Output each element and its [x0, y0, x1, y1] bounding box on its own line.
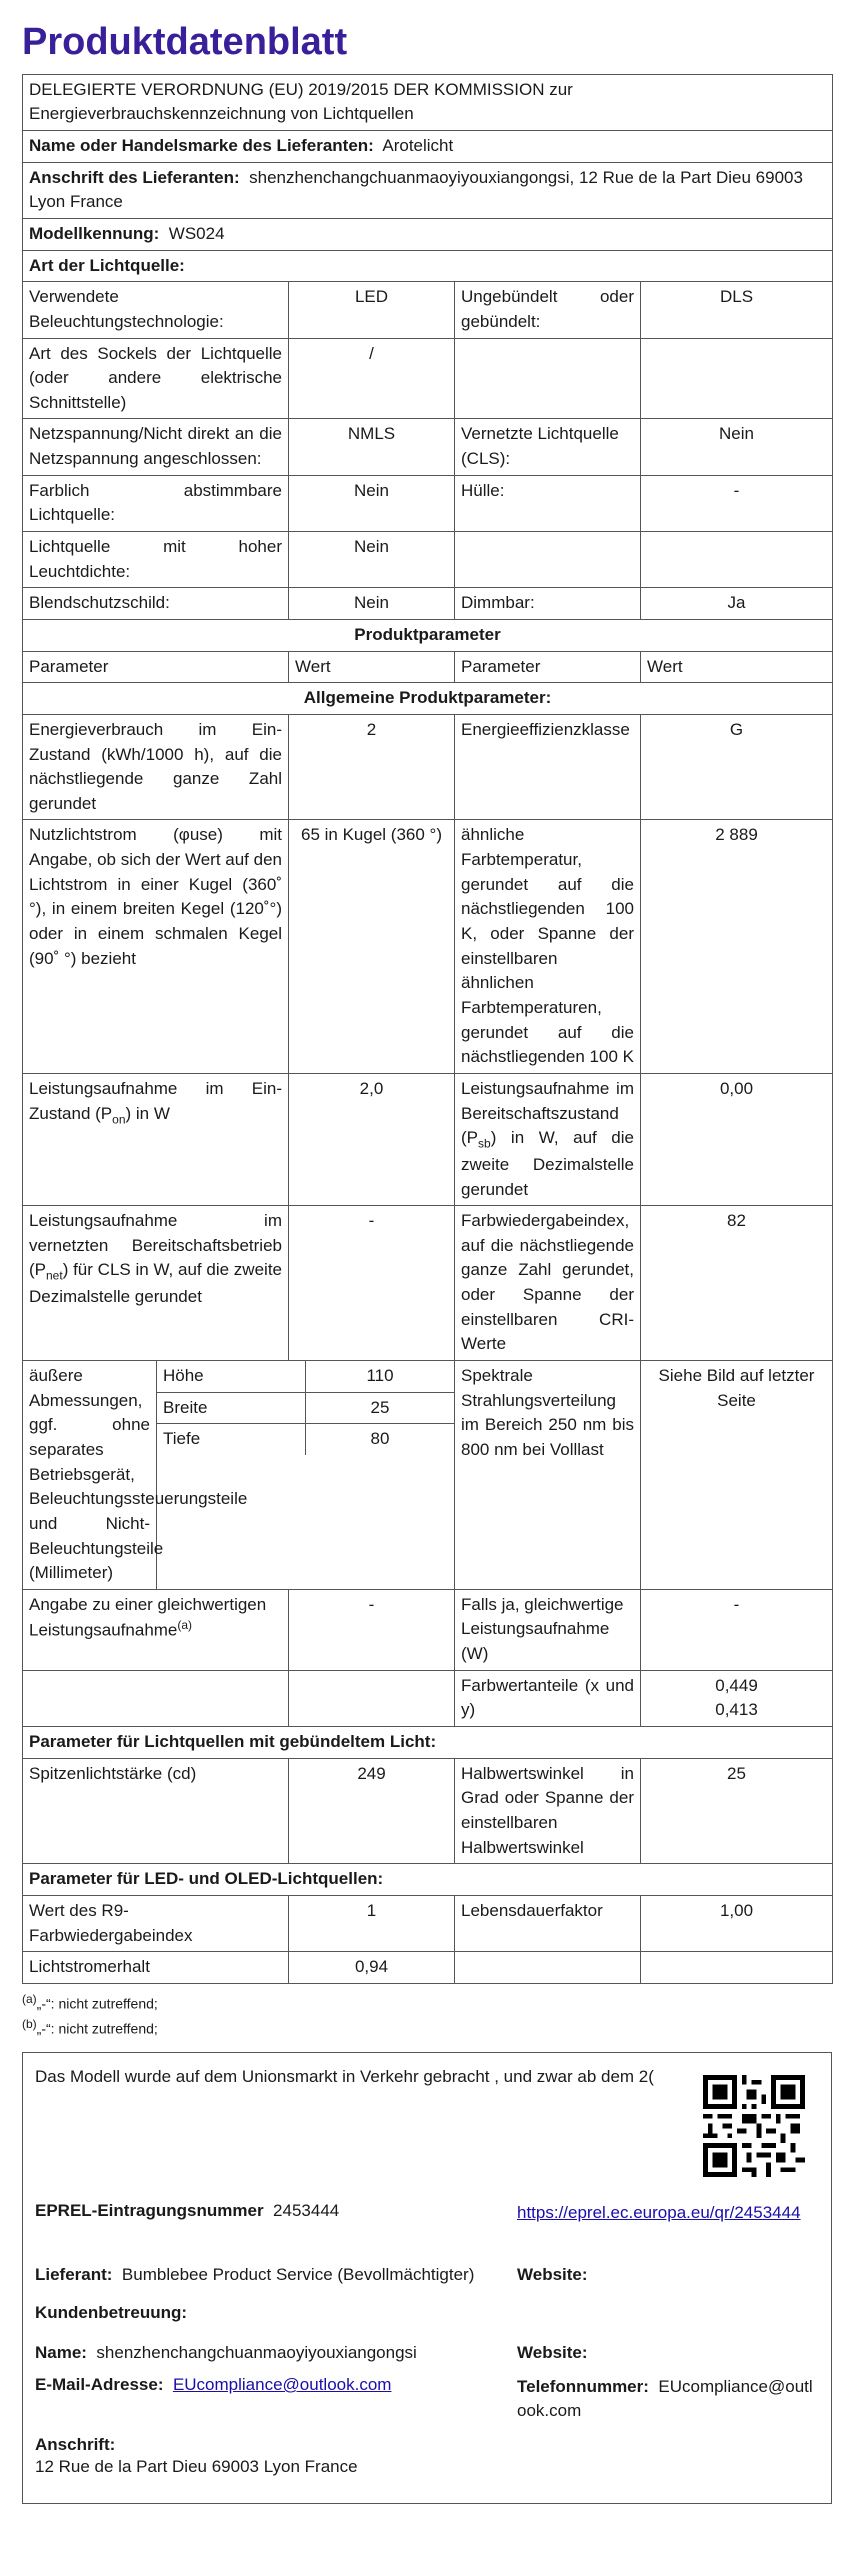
network-row	[23, 1206, 833, 1361]
type-label-2	[455, 338, 641, 419]
regulation-row	[23, 74, 833, 130]
lieferant-line	[35, 2265, 474, 2285]
footnote: $^{(b)}$„-“: nicht zutreffend;	[22, 2016, 158, 2037]
eprel-registration	[35, 2201, 339, 2221]
regulation-text: DELEGIERTE VERORDNUNG (EU) 2019/2015 DER KOMMISSION zur Energieverbrauchskennzeichnung von Lichtquellen	[23, 74, 833, 130]
col-header-value-2: Wert	[641, 651, 833, 683]
dimensions-table	[157, 1361, 454, 1455]
dimension-row	[157, 1361, 454, 1392]
lifetime-label: Lebensdauerfaktor	[455, 1895, 641, 1951]
spd-value: Siehe Bild auf letzter Seite	[641, 1361, 833, 1590]
maintenance-label: Lichtstromerhalt	[23, 1952, 289, 1984]
cct-value: 2 889	[641, 820, 833, 1073]
light-type-header-row	[23, 250, 833, 282]
email-link[interactable]: EUcompliance@outlook.com	[172, 2374, 392, 2394]
general-header: Allgemeine Produktparameter:	[23, 683, 833, 715]
eprel-registration-value: 2453444	[273, 2200, 340, 2220]
beam-angle-label: Halbwertswinkel in Grad oder Spanne der einstellbaren Halbwertswinkel	[455, 1758, 641, 1864]
type-label-2: Dimmbar:	[455, 588, 641, 620]
efficiency-class-value: G	[641, 714, 833, 820]
dimension-row	[157, 1392, 454, 1424]
energy-row	[23, 714, 833, 820]
product-params-header: Produktparameter	[23, 619, 833, 651]
type-value-2: -	[641, 475, 833, 531]
supplier-row	[23, 131, 833, 163]
equivalent-value: -	[289, 1589, 455, 1670]
type-label: Verwendete Beleuchtungstechnologie:	[23, 282, 289, 338]
product-params-header-row	[23, 619, 833, 651]
peak-label: Spitzenlichtstärke (cd)	[23, 1758, 289, 1864]
equivalent-row	[23, 1589, 833, 1670]
eprel-registration-label: EPREL-Eintragungsnummer	[35, 2200, 264, 2220]
dimensions-cell	[157, 1361, 455, 1590]
cri-label: Farbwiedergabeindex, auf die nächstliegende ganze Zahl gerundet, oder Spanne der einstellbaren CRI-Werte	[455, 1206, 641, 1361]
energy-label: Energieverbrauch im Ein-Zustand (kWh/1000 h), auf die nächstliegende ganze Zahl gerundet	[23, 714, 289, 820]
psb-sub: sb	[478, 1136, 491, 1151]
type-value-2	[641, 532, 833, 588]
chromaticity-y: 0,413	[715, 1700, 758, 1720]
r9-value: 1	[289, 1895, 455, 1951]
type-label-2	[455, 532, 641, 588]
website-label-2: Website:	[517, 2342, 588, 2362]
column-header-row	[23, 651, 833, 683]
directional-header: Parameter für Lichtquellen mit gebündeltem Licht:	[23, 1727, 833, 1759]
pon-label-text: Leistungsaufnahme im Ein-Zustand (P	[29, 1078, 282, 1123]
led-header-row	[23, 1864, 833, 1896]
flux-value: 65 in Kugel (360 °)	[289, 820, 455, 1073]
qr-code[interactable]	[703, 2075, 805, 2177]
anschrift-label: Anschrift:	[35, 2434, 116, 2454]
type-label: Farblich abstimmbare Lichtquelle:	[23, 475, 289, 531]
col-header-value: Wert	[289, 651, 455, 683]
pnet-label-text: Leistungsaufnahme im vernetzten Bereitschaftsbetrieb (P	[29, 1211, 282, 1280]
type-label: Art des Sockels der Lichtquelle (oder andere elektrische Schnittstelle)	[23, 338, 289, 419]
equivalent-sup: (a)	[177, 1618, 193, 1633]
psb-label	[455, 1073, 641, 1205]
dimension-value: 25	[306, 1392, 455, 1424]
type-row	[23, 532, 833, 588]
ifyes-label: Falls ja, gleichwertige Leistungsaufnahme (W)	[455, 1589, 641, 1670]
type-label: Lichtquelle mit hoher Leuchtdichte:	[23, 532, 289, 588]
pon-label-unit: ) in W	[125, 1103, 170, 1123]
dimension-name: Breite	[157, 1392, 306, 1424]
energy-value: 2	[289, 714, 455, 820]
type-value: /	[289, 338, 455, 419]
model-row	[23, 219, 833, 251]
pnet-value: -	[289, 1206, 455, 1361]
dimensions-row	[23, 1361, 833, 1590]
eprel-link[interactable]: https://eprel.ec.europa.eu/qr/2453444	[517, 2202, 801, 2222]
lieferant-value: Bumblebee Product Service (Bevollmächtigter)	[121, 2264, 475, 2284]
type-value: LED	[289, 282, 455, 338]
ifyes-value: -	[641, 1589, 833, 1670]
type-value: Nein	[289, 588, 455, 620]
phone-line	[517, 2375, 817, 2423]
chromaticity-row	[23, 1670, 833, 1726]
r9-label: Wert des R9-Farbwiedergabeindex	[23, 1895, 289, 1951]
type-value: Nein	[289, 532, 455, 588]
supplier-value: Arotelicht	[382, 136, 454, 156]
pon-label	[23, 1073, 289, 1205]
type-label: Netzspannung/Nicht direkt an die Netzspannung angeschlossen:	[23, 419, 289, 475]
dimension-name: Tiefe	[157, 1424, 306, 1455]
chromaticity-value	[641, 1670, 833, 1726]
model-value: WS024	[168, 224, 225, 243]
website-label: Website:	[517, 2264, 588, 2284]
beam-angle-value: 25	[641, 1758, 833, 1864]
chromaticity-label: Farbwertanteile (x und y)	[455, 1670, 641, 1726]
flux-row	[23, 820, 833, 1073]
dimension-value: 110	[306, 1361, 455, 1392]
peak-row	[23, 1758, 833, 1864]
type-value: Nein	[289, 475, 455, 531]
psb-label-unit: ) in W, auf die zweite Dezimalstelle gerundet	[461, 1128, 634, 1199]
chromaticity-x: 0,449	[715, 1675, 758, 1695]
r9-row	[23, 1895, 833, 1951]
email-line	[35, 2375, 391, 2395]
type-row	[23, 282, 833, 338]
general-header-row	[23, 683, 833, 715]
lifetime-value: 1,00	[641, 1895, 833, 1951]
type-row	[23, 475, 833, 531]
pnet-label-unit: ) für CLS in W, auf die zweite Dezimalstelle gerundet	[29, 1260, 282, 1307]
address-label: Anschrift des Lieferanten:	[29, 167, 240, 187]
dimension-name: Höhe	[157, 1361, 306, 1392]
email-label: E-Mail-Adresse:	[35, 2374, 164, 2394]
type-value-2	[641, 338, 833, 419]
pon-value: 2,0	[289, 1073, 455, 1205]
light-type-header: Art der Lichtquelle:	[23, 250, 833, 282]
col-header-param: Parameter	[23, 651, 289, 683]
type-row	[23, 588, 833, 620]
phone-value: EUcompliance@outlook.com	[517, 2376, 813, 2420]
pon-sub: on	[112, 1111, 126, 1126]
flux-label: Nutzlichtstrom (φuse) mit Angabe, ob sich der Wert auf den Lichtstrom in einer Kugel (360˚ °), in einem breiten Kegel (120˚°) oder in einem schmalen Kegel (90˚ °) bezieht	[23, 820, 289, 1073]
name-label: Name:	[35, 2342, 87, 2362]
equivalent-label	[23, 1589, 289, 1670]
dimension-value: 80	[370, 1429, 390, 1449]
cri-value: 82	[641, 1206, 833, 1361]
type-value-2: Nein	[641, 419, 833, 475]
customer-service-label: Kundenbetreuung:	[35, 2302, 188, 2322]
model-label: Modellkennung:	[29, 224, 160, 243]
equivalent-label-text: Angabe zu einer gleichwertigen Leistungsaufnahme	[29, 1594, 267, 1641]
type-value: NMLS	[289, 419, 455, 475]
dimensions-label: äußere Abmessungen, ggf. ohne separates Betriebsgerät, Beleuchtungssteuerungsteile und Nicht-Beleuchtungsteile (Millimeter)	[23, 1361, 157, 1590]
power-row	[23, 1073, 833, 1205]
cct-label: ähnliche Farbtemperatur, gerundet auf die nächstliegenden 100 K, oder Spanne der einstellbaren ähnlichen Farbtemperaturen, gerundet auf die nächstliegenden 100 K	[455, 820, 641, 1073]
market-text: Das Modell wurde auf dem Unionsmarkt in Verkehr gebracht , und zwar ab dem 2(	[35, 2066, 654, 2086]
type-label-2: Hülle:	[455, 475, 641, 531]
datasheet-table	[22, 74, 833, 1984]
pnet-label	[23, 1206, 289, 1361]
type-label: Blendschutzschild:	[23, 588, 289, 620]
type-row	[23, 419, 833, 475]
lieferant-label: Lieferant:	[35, 2264, 113, 2284]
anschrift-value: 12 Rue de la Part Dieu 69003 Lyon France	[35, 2456, 358, 2476]
pnet-sub: net	[46, 1268, 63, 1283]
maintenance-row	[23, 1952, 833, 1984]
type-value-2: DLS	[641, 282, 833, 338]
led-header: Parameter für LED- und OLED-Lichtquellen:	[23, 1864, 833, 1896]
dimension-row	[157, 1424, 454, 1455]
col-header-param-2: Parameter	[455, 651, 641, 683]
maintenance-value: 0,94	[289, 1952, 455, 1984]
phone-label: Telefonnummer:	[517, 2376, 649, 2396]
psb-value: 0,00	[641, 1073, 833, 1205]
spd-label: Spektrale Strahlungsverteilung im Bereich 250 nm bis 800 nm bei Volllast	[455, 1361, 641, 1590]
peak-value: 249	[289, 1758, 455, 1864]
name-line	[35, 2343, 417, 2363]
footnote: $^{(a)}$„-“: nicht zutreffend;	[22, 1991, 158, 2012]
type-label-2: Ungebündelt oder gebündelt:	[455, 282, 641, 338]
page-title: Produktdatenblatt	[22, 21, 348, 63]
footnotes	[22, 1990, 832, 2040]
address-row	[23, 162, 833, 218]
address-value: shenzhenchangchuanmaoyiyouxiangongsi, 12 Rue de la Part Dieu 69003 Lyon France	[29, 167, 803, 212]
type-value-2: Ja	[641, 588, 833, 620]
psb-label-text: Leistungsaufnahme im Bereitschaftszustand (P	[461, 1078, 634, 1148]
efficiency-class-label: Energieeffizienzklasse	[455, 714, 641, 820]
type-label-2: Vernetzte Lichtquelle (CLS):	[455, 419, 641, 475]
datasheet-page	[22, 22, 832, 2504]
supplier-label: Name oder Handelsmarke des Lieferanten:	[29, 136, 374, 156]
eprel-box	[22, 2052, 832, 2504]
name-value: shenzhenchangchuanmaoyiyouxiangongsi	[96, 2342, 417, 2362]
type-row	[23, 338, 833, 419]
directional-header-row	[23, 1727, 833, 1759]
